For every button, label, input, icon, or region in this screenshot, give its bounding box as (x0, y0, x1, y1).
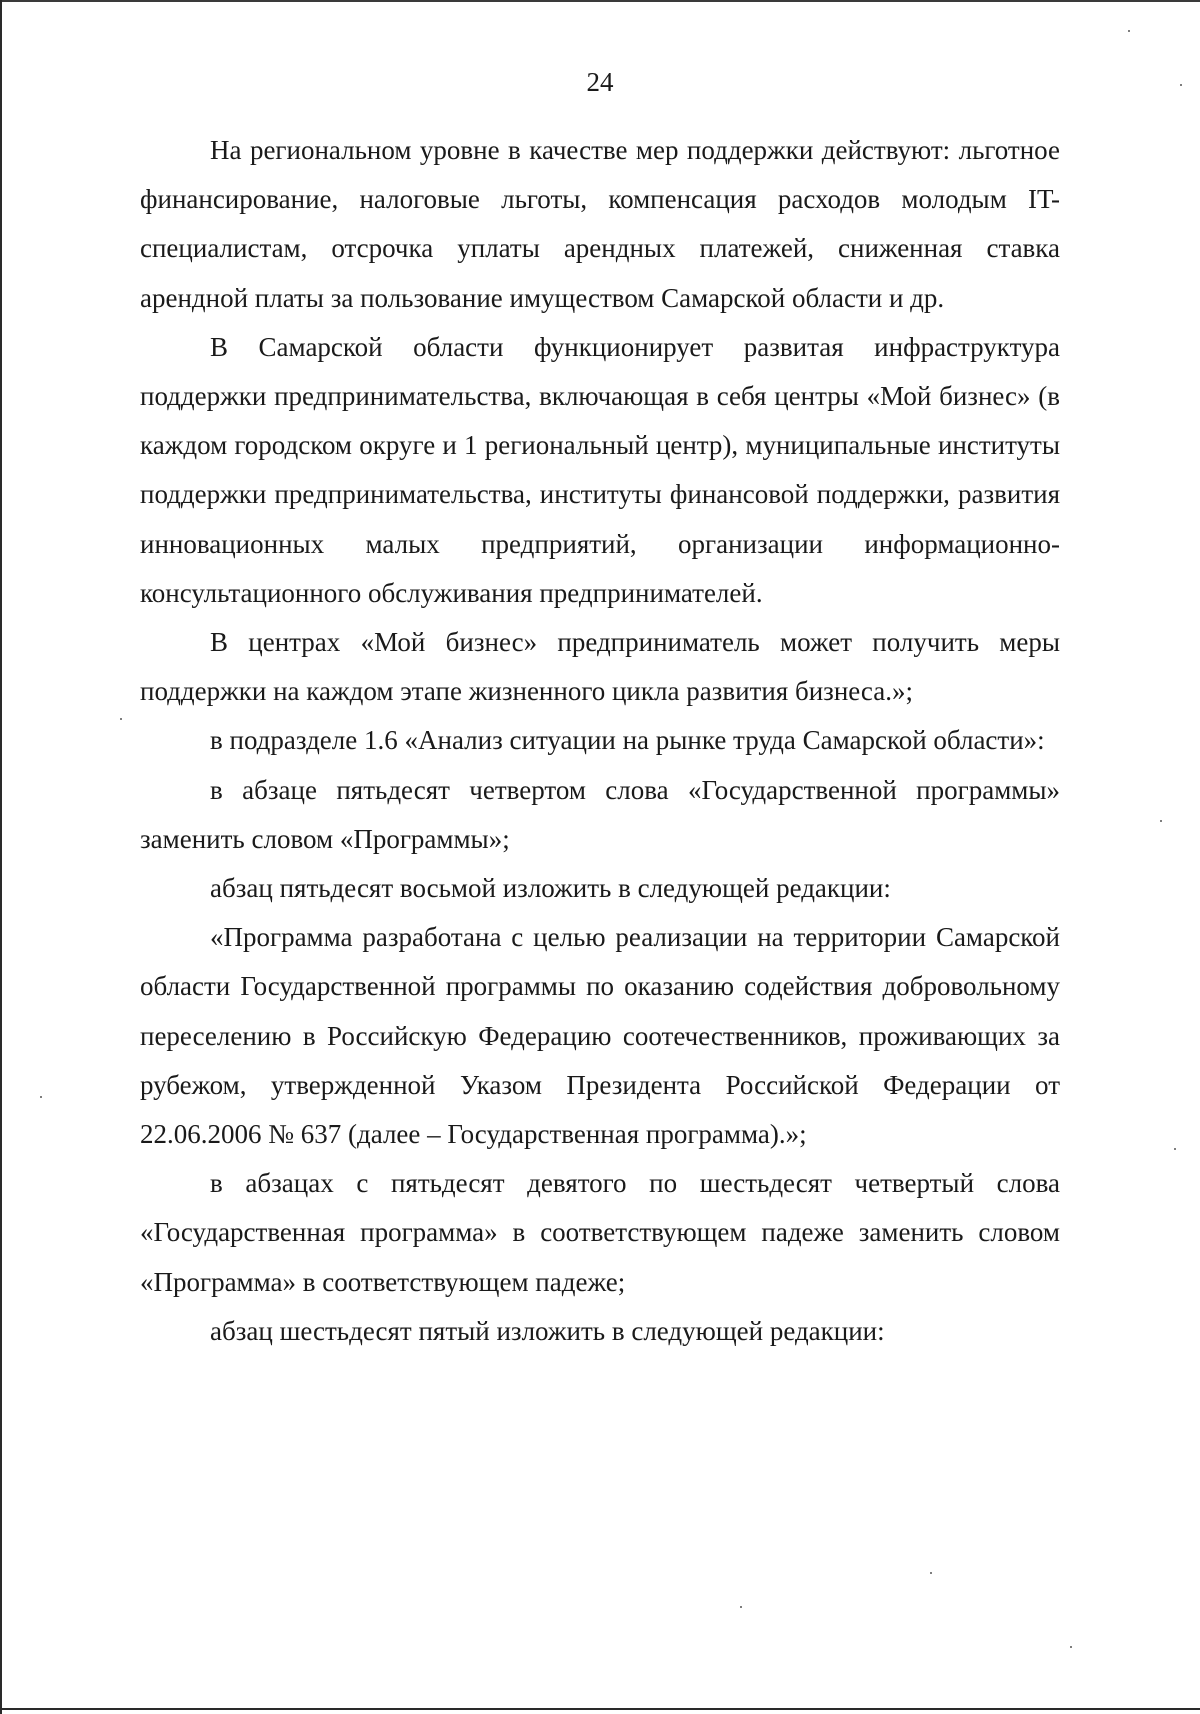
paragraph-program-purpose: «Программа разработана с целью реализации на территории Самарской области Государственной программы по оказанию содействия добровольному переселению в Российскую Федерацию соотечественников, проживающих за рубежом, утвержденной Указом Президента Российской Федерации от 22.06.2006 № 637 (далее – Государственная программа).»; (140, 922, 1060, 1150)
paragraph-regional-support: На региональном уровне в качестве мер поддержки действуют: льготное финансирование, налоговые льготы, компенсация расходов молодым IT-специалистам, отсрочка уплаты арендных платежей, сниженная ставка арендной платы за пользование имуществом Самарской области и др. (140, 135, 1060, 313)
paragraph-infrastructure: В Самарской области функционирует развитая инфраструктура поддержки предпринимательства, включающая в себя центры «Мой бизнес» (в каждом городском округе и 1 региональный центр), муниципальные институты поддержки предпринимательства, институты финансовой поддержки, развития инновационных малых предприятий, организации информационно-консультационного обслуживания предпринимателей. (140, 331, 1060, 608)
paragraph-subsection-1-6: в подразделе 1.6 «Анализ ситуации на рынке труда Самарской области»: (210, 725, 1045, 756)
scan-edge-bottom (0, 1708, 1200, 1710)
paragraph-my-business-centers: В центрах «Мой бизнес» предприниматель может получить меры поддержки на каждом этапе жизненного цикла развития бизнеса.»; (140, 627, 1060, 707)
scan-edge-top (0, 0, 1200, 2)
scan-edge-left (0, 0, 2, 1714)
scan-speck (740, 1606, 742, 1608)
scan-speck (40, 1096, 42, 1098)
scan-speck (1128, 30, 1130, 32)
paragraph-amendment-58: абзац пятьдесят восьмой изложить в следующей редакции: (210, 873, 891, 904)
paragraph-amendment-54: в абзаце пятьдесят четвертом слова «Государственной программы» заменить словом «Программы»; (140, 774, 1060, 854)
scan-speck (1180, 84, 1182, 86)
paragraph-amendment-65: абзац шестьдесят пятый изложить в следующей редакции: (210, 1315, 885, 1346)
scan-speck (1070, 1646, 1072, 1648)
scan-speck (120, 718, 122, 720)
page-number: 24 (586, 67, 614, 97)
paragraph-amendment-59-64: в абзацах с пятьдесят девятого по шестьдесят четвертый слова «Государственная программа» в соответствующем падеже заменить словом «Программа» в соответствующем падеже; (140, 1168, 1060, 1297)
document-body (140, 126, 1060, 1356)
scan-speck (1160, 820, 1162, 822)
scan-speck (1174, 1148, 1176, 1150)
scan-speck (930, 1572, 932, 1574)
